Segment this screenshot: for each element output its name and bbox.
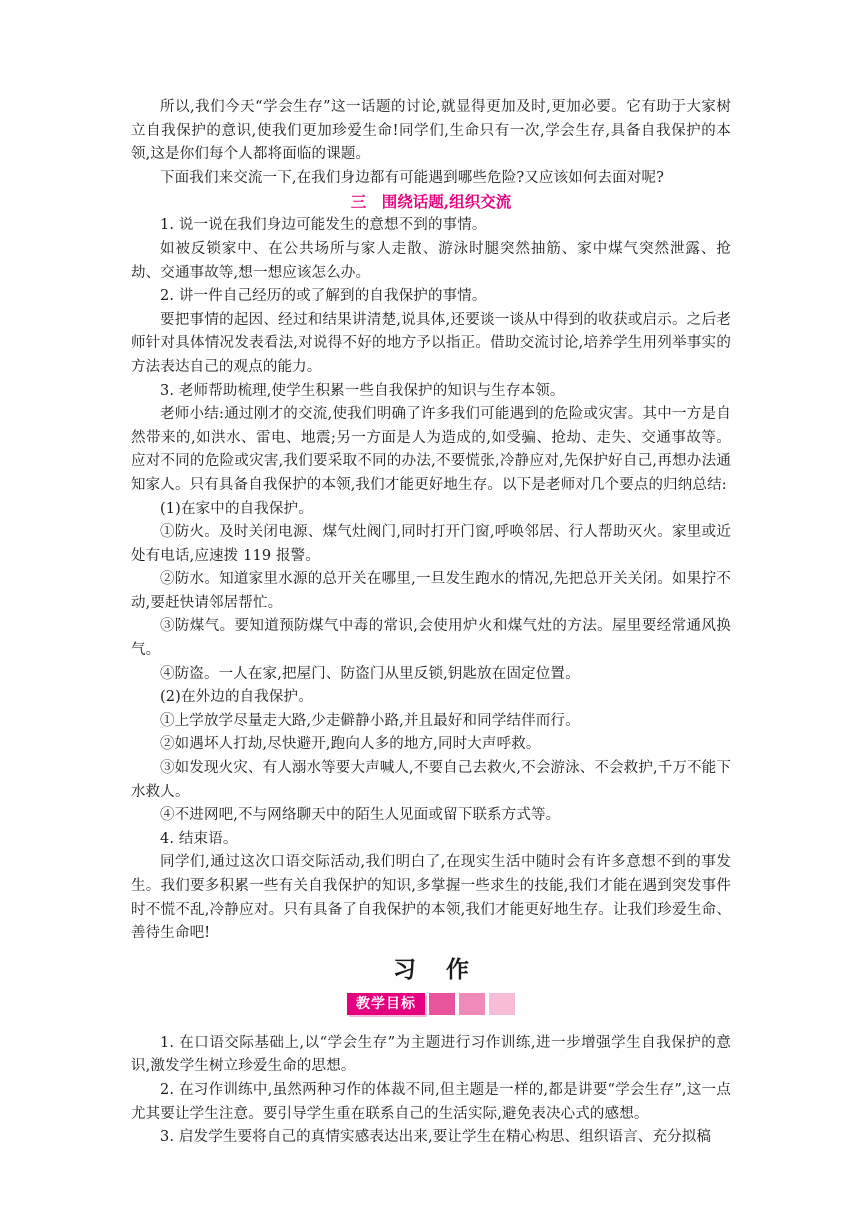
- banner-label: 教学目标: [347, 993, 425, 1015]
- paragraph: 4. 结束语。: [160, 830, 238, 847]
- paragraph: ③防煤气。要知道预防煤气中毒的常识,会使用炉火和煤气灶的方法。屋里要经常通风换气。: [131, 618, 731, 659]
- paragraph: ②如遇坏人打劫,尽快避开,跑向人多的地方,同时大声呼救。: [160, 736, 541, 753]
- paragraph: 如被反锁家中、在公共场所与家人走散、游泳时腿突然抽筋、家中煤气突然泄露、抢劫、交通事故等,想一想应该怎么办。: [131, 240, 731, 281]
- paragraph: 2. 在习作训练中,虽然两种习作的体裁不同,但主题是一样的,都是讲要“学会生存”,这一点尤其要让学生注意。要引导学生重在联系自己的生活实际,避免表决心式的感想。: [131, 1081, 731, 1122]
- decorative-square: [489, 993, 515, 1015]
- paragraph: 同学们,通过这次口语交际活动,我们明白了,在现实生活中随时会有许多意想不到的事发生。我们要多积累一些有关自我保护的知识,多掌握一些求生的技能,我们才能在遇到突发事件时不慌不乱,冷静应对。只有具备了自我保护的本领,我们才能更好地生存。让我们珍爱生命、善待生命吧!: [131, 854, 731, 942]
- paragraph: 3. 老师帮助梳理,使学生积累一些自我保护的知识与生存本领。: [160, 382, 565, 399]
- paragraph: 3. 启发学生要将自己的真情实感表达出来,要让学生在精心构思、组织语言、充分拟稿: [160, 1129, 712, 1146]
- paragraph: ④防盗。一人在家,把屋门、防盗门从里反锁,钥匙放在固定位置。: [160, 665, 580, 682]
- paragraph: (1)在家中的自我保护。: [160, 500, 313, 517]
- paragraph: ④不进网吧,不与网络聊天中的陌生人见面或留下联系方式等。: [160, 807, 561, 824]
- paragraph: 下面我们来交流一下,在我们身边都有可能遇到哪些危险?又应该如何去面对呢?: [160, 169, 665, 186]
- teaching-goals-banner: [131, 991, 731, 1017]
- paragraph: ②防水。知道家里水源的总开关在哪里,一旦发生跑水的情况,先把总开关关闭。如果拧不动,要赶快请邻居帮忙。: [131, 571, 731, 611]
- paragraph: 所以,我们今天“学会生存”这一话题的讨论,就显得更加及时,更加必要。它有助于大家树立自我保护的意识,使我们更加珍爱生命!同学们,生命只有一次,学会生存,具备自我保护的本领,这是你们每个人都将面临的课题。: [131, 99, 731, 163]
- paragraph: 1. 在口语交际基础上,以“学会生存”为主题进行习作训练,进一步增强学生自我保护的意识,激发学生树立珍爱生命的思想。: [131, 1034, 731, 1075]
- paragraph: 2. 讲一件自己经历的或了解到的自我保护的事情。: [160, 288, 487, 305]
- paragraph: 要把事情的起因、经过和结果讲清楚,说具体,还要谈一谈从中得到的收获或启示。之后老师针对具体情况发表看法,对说得不好的地方予以指正。借助交流讨论,培养学生用列举事实的方法表达自己的观点的能力。: [131, 311, 731, 375]
- paragraph: 老师小结:通过刚才的交流,使我们明确了许多我们可能遇到的危险或灾害。其中一方是自然带来的,如洪水、雷电、地震;另一方面是人为造成的,如受骗、抢劫、走失、交通事故等。应对不同的危险或灾害,我们要采取不同的办法,不要慌张,冷静应对,先保护好自己,再想办法通知家人。只有具备自我保护的本领,我们才能更好地生存。以下是老师对几个要点的归纳总结:: [131, 406, 731, 493]
- decorative-square: [429, 993, 455, 1015]
- section-heading: 三 围绕话题,组织交流: [350, 192, 512, 212]
- chapter-title: 习作: [393, 955, 499, 983]
- paragraph: ③如发现火灾、有人溺水等要大声喊人,不要自己去救火,不会游泳、不会救护,千万不能下水救人。: [131, 760, 731, 800]
- paragraph: ①防火。及时关闭电源、煤气灶阀门,同时打开门窗,呼唤邻居、行人帮助灭火。家里或近处有电话,应速拨 119 报警。: [131, 524, 731, 564]
- paragraph: 1. 说一说在我们身边可能发生的意想不到的事情。: [160, 217, 487, 234]
- paragraph: ①上学放学尽量走大路,少走僻静小路,并且最好和同学结伴而行。: [160, 712, 580, 729]
- decorative-square: [459, 993, 485, 1015]
- paragraph: (2)在外边的自我保护。: [160, 689, 313, 706]
- document-body: [131, 96, 731, 1150]
